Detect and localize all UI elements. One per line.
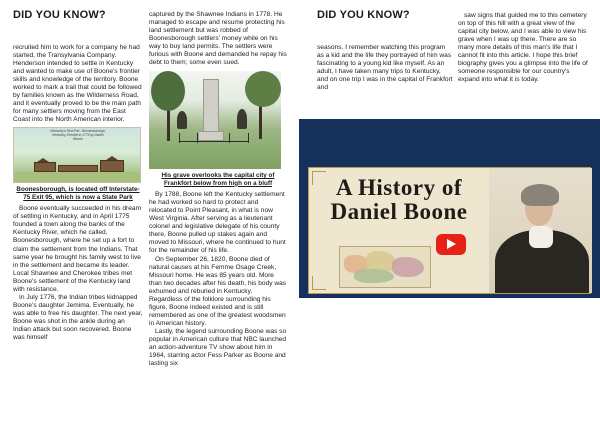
article-paragraph: In July 1776, the Indian tribes kidnapped Boone's daughter Jemima. Eventually, he was able to free his daughter. The next year, Boone was shot in the ankle during an Indian attack but soon recovered. Boone was himself (13, 293, 143, 342)
article-paragraph: saw signs that guided me to this cemetery on top of this hill with a great view of the capital city below, and I was able to view his grave when I was up there. There are so many more details of this man's life that I cannot fit into this article. I hope this brief biography gives you a glimpse into the life of someone responsible for our country's expand into what it is today. (458, 12, 588, 84)
map-illustration (339, 246, 431, 288)
right-column-2 (458, 12, 592, 84)
grave-caption: His grave overlooks the capital city of Frankfort below from high on a bluff (161, 172, 275, 187)
postcard-title: Kentucky's First Fort - Boonesborough, Kentucky, Erected in 1775 by Daniel Boone (50, 129, 106, 142)
boonesborough-postcard-image (13, 127, 141, 183)
article-paragraph: recruited him to work for a company he had started, the Transylvania Company. Henderson intended to settle in Kentucky and wanted to make use of Boone's frontier skills and knowledge of the territory. Boone worked to mark a trail that could be followed by families known as the Wilderness Road, and it eventually proved to be the main path for many settlers moving from the East Coast into the North American interior. (13, 44, 142, 124)
left-column-2 (149, 11, 287, 368)
video-title: A History of Daniel Boone (330, 175, 468, 224)
article-paragraph: Boone eventually succeeded in his dream of settling in Kentucky, and in April 1775 founded a town along the banks of the Kentucky River, which he called, Boonesborough, where he set up a fort to claim the settlement from the Indians. That same year he brought his family west to live in the settlement and became its leader. Local Shawnee and Cherokee tribes met Boone's settlement of the Kentucky land with resistance. (13, 205, 142, 293)
right-heading: DID YOU KNOW? (317, 9, 410, 21)
left-column-1 (13, 44, 143, 342)
grave-photo-image (149, 71, 281, 169)
left-heading: DID YOU KNOW? (13, 9, 106, 21)
video-embed[interactable] (299, 119, 600, 298)
article-paragraph: By 1788, Boone left the Kentucky settlement he had worked so hard to protect and relocated to Point Pleasant, in what is now West Virginia. After serving as a lieutenant colonel and legislative delegate of his county there, Boone pulled up stakes again and moved to Missouri, where he continued to hunt for the remainder of his life. (149, 191, 286, 255)
daniel-boone-portrait (489, 168, 592, 293)
article-paragraph: Lastly, the legend surrounding Boone was so popular in American culture that NBC launched an action-adventure TV show about him in 1964, starring actor Fess Parker as Boone and lasting six (149, 327, 287, 368)
youtube-play-icon[interactable] (436, 234, 466, 255)
right-column-1 (317, 44, 453, 92)
article-paragraph: seasons. I remember watching this program as a kid and the life they portrayed of him was fascinating to a young kid like myself. As an adult, I have taken many trips to Kentucky, and on one trip I was in the capital of Frankfort and (317, 44, 453, 92)
article-paragraph: On September 26, 1820, Boone died of natural causes at his Femme Osage Creek, Missouri home. He was 85 years old. More than two decades after his death, his body was exhumed and reburied in Kentucky. Regardless of the folklore surrounding his figure, Boone indeed existed and is still remembered as one of the greatest woodsmen in American history. (149, 255, 287, 327)
article-paragraph: captured by the Shawnee Indians in 1778. He managed to escape and resume protecting his land settlement but was robbed of Boonesborough settlers' money while on his way to buy land permits. The settlers were furious with Boone and demanded he repay his debt to them; some even sued. (149, 11, 287, 67)
video-thumbnail (308, 167, 591, 294)
postcard-caption: Boonesborough, is located off Interstate-75 Exit 95, which is now a State Park (16, 186, 140, 201)
